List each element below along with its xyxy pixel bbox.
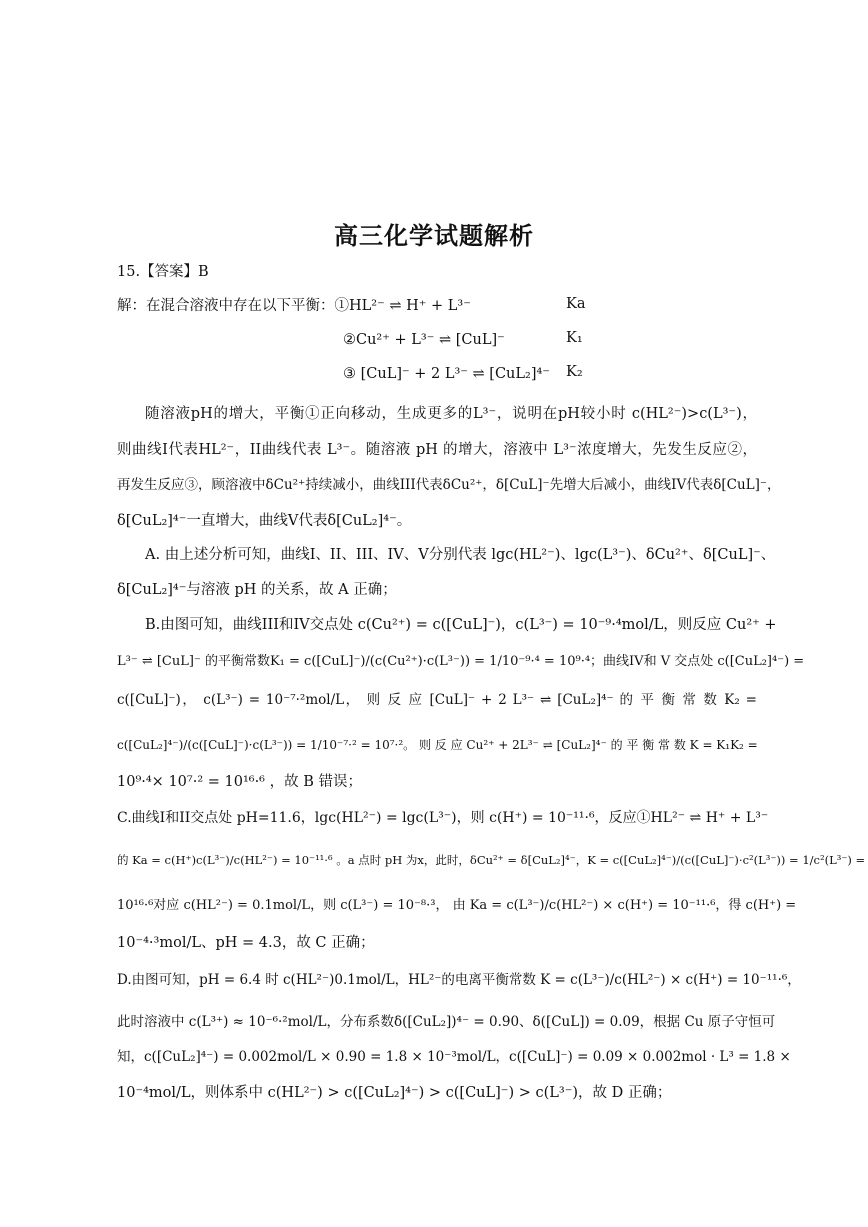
- paragraph-line: 随溶液pH的增大，平衡①正向移动，生成更多的L³⁻，说明在pH较小时 c(HL²⁻)>c(L³⁻)，: [145, 406, 757, 422]
- option-b-line: B.由图可知，曲线III和IV交点处 c(Cu²⁺) = c([CuL]⁻)，c(L³⁻) = 10⁻⁹·⁴mol/L，则反应 Cu²⁺ +: [145, 617, 777, 633]
- option-c-line: C.曲线I和II交点处 pH=11.6，lgc(HL²⁻) = lgc(L³⁻)，则 c(H⁺) = 10⁻¹¹·⁶，反应①HL²⁻ ⇌ H⁺ + L³⁻: [117, 810, 769, 826]
- equilibrium-2-constant: K₁: [566, 330, 583, 346]
- option-c-line: 的 Ka = c(H⁺)c(L³⁻)/c(HL²⁻) = 10⁻¹¹·⁶ 。a 点时 pH 为x，此时，δCu²⁺ = δ[CuL₂]⁴⁻，K = c([CuL₂]⁴⁻)/(c([CuL]⁻)·c²(L³⁻)) = 1/c²(L³⁻) =: [117, 853, 866, 867]
- option-d-line: 10⁻⁴mol/L，则体系中 c(HL²⁻) > c([CuL₂]⁴⁻) > c([CuL]⁻) > c(L³⁻)，故 D 正确；: [117, 1085, 672, 1101]
- equilibrium-2: ②Cu²⁺ + L³⁻ ⇌ [CuL]⁻: [343, 332, 505, 348]
- equilibrium-1-constant: Ka: [566, 296, 586, 312]
- paragraph-line: 再发生反应③，顾溶液中δCu²⁺持续减小，曲线III代表δCu²⁺，δ[CuL]⁻先增大后减小，曲线IV代表δ[CuL]⁻，: [117, 477, 781, 493]
- option-b-line: L³⁻ ⇌ [CuL]⁻ 的平衡常数K₁ = c([CuL]⁻)/(c(Cu²⁺)·c(L³⁻)) = 1/10⁻⁹·⁴ = 10⁹·⁴；曲线IV和 V 交点处 c([CuL₂]⁴⁻) =: [117, 654, 805, 669]
- page-title: 高三化学试题解析: [334, 221, 534, 250]
- equilibrium-3-constant: K₂: [566, 364, 583, 380]
- paragraph-line: δ[CuL₂]⁴⁻一直增大，曲线V代表δ[CuL₂]⁴⁻。: [117, 513, 412, 529]
- option-d-line: 此时溶液中 c(L³⁺) ≈ 10⁻⁶·²mol/L，分布系数δ([CuL₂])⁴⁻ = 0.90、δ([CuL]) = 0.09，根据 Cu 原子守恒可: [117, 1014, 776, 1030]
- option-b-line: c([CuL₂]⁴⁻)/(c([CuL]⁻)·c(L³⁻)) = 1/10⁻⁷·² = 10⁷·²。 则 反 应 Cu²⁺ + 2L³⁻ ⇌ [CuL₂]⁴⁻ 的 平 衡 常 数 K = K₁K₂ =: [117, 738, 758, 752]
- option-c-line: 10⁻⁴·³mol/L、pH = 4.3，故 C 正确；: [117, 935, 375, 951]
- equilibrium-1: 解：在混合溶液中存在以下平衡：①HL²⁻ ⇌ H⁺ + L³⁻: [117, 298, 471, 314]
- option-c-line: 10¹⁶·⁶对应 c(HL²⁻) = 0.1mol/L，则 c(L³⁻) = 10⁻⁸·³， 由 Ka = c(L³⁻)/c(HL²⁻) × c(H⁺) = 10⁻¹¹·⁶，得 c(H⁺) =: [117, 898, 797, 913]
- option-b-line: c([CuL]⁻)， c(L³⁻) = 10⁻⁷·²mol/L， 则 反 应 [CuL]⁻ + 2 L³⁻ ⇌ [CuL₂]⁴⁻ 的 平 衡 常 数 K₂ =: [117, 692, 757, 708]
- option-d-line: D.由图可知，pH = 6.4 时 c(HL²⁻)0.1mol/L，HL²⁻的电离平衡常数 K = c(L³⁻)/c(HL²⁻) × c(H⁺) = 10⁻¹¹·⁶，: [117, 972, 801, 988]
- equilibrium-3: ③ [CuL]⁻ + 2 L³⁻ ⇌ [CuL₂]⁴⁻: [343, 366, 550, 382]
- option-b-line: 10⁹·⁴× 10⁷·² = 10¹⁶·⁶ ，故 B 错误；: [117, 774, 362, 790]
- option-d-line: 知，c([CuL₂]⁴⁻) = 0.002mol/L × 0.90 = 1.8 × 10⁻³mol/L，c([CuL]⁻) = 0.09 × 0.002mol · L³ = 1.8 ×: [117, 1049, 791, 1065]
- option-a-line: δ[CuL₂]⁴⁻与溶液 pH 的关系，故 A 正确；: [117, 582, 397, 598]
- paragraph-line: 则曲线I代表HL²⁻，II曲线代表 L³⁻。随溶液 pH 的增大，溶液中 L³⁻浓度增大，先发生反应②，: [117, 442, 757, 458]
- option-a-line: A. 由上述分析可知，曲线I、II、III、IV、V分别代表 lgc(HL²⁻)、lgc(L³⁻)、δCu²⁺、δ[CuL]⁻、: [145, 547, 776, 563]
- answer-line: 15.【答案】B: [117, 264, 209, 280]
